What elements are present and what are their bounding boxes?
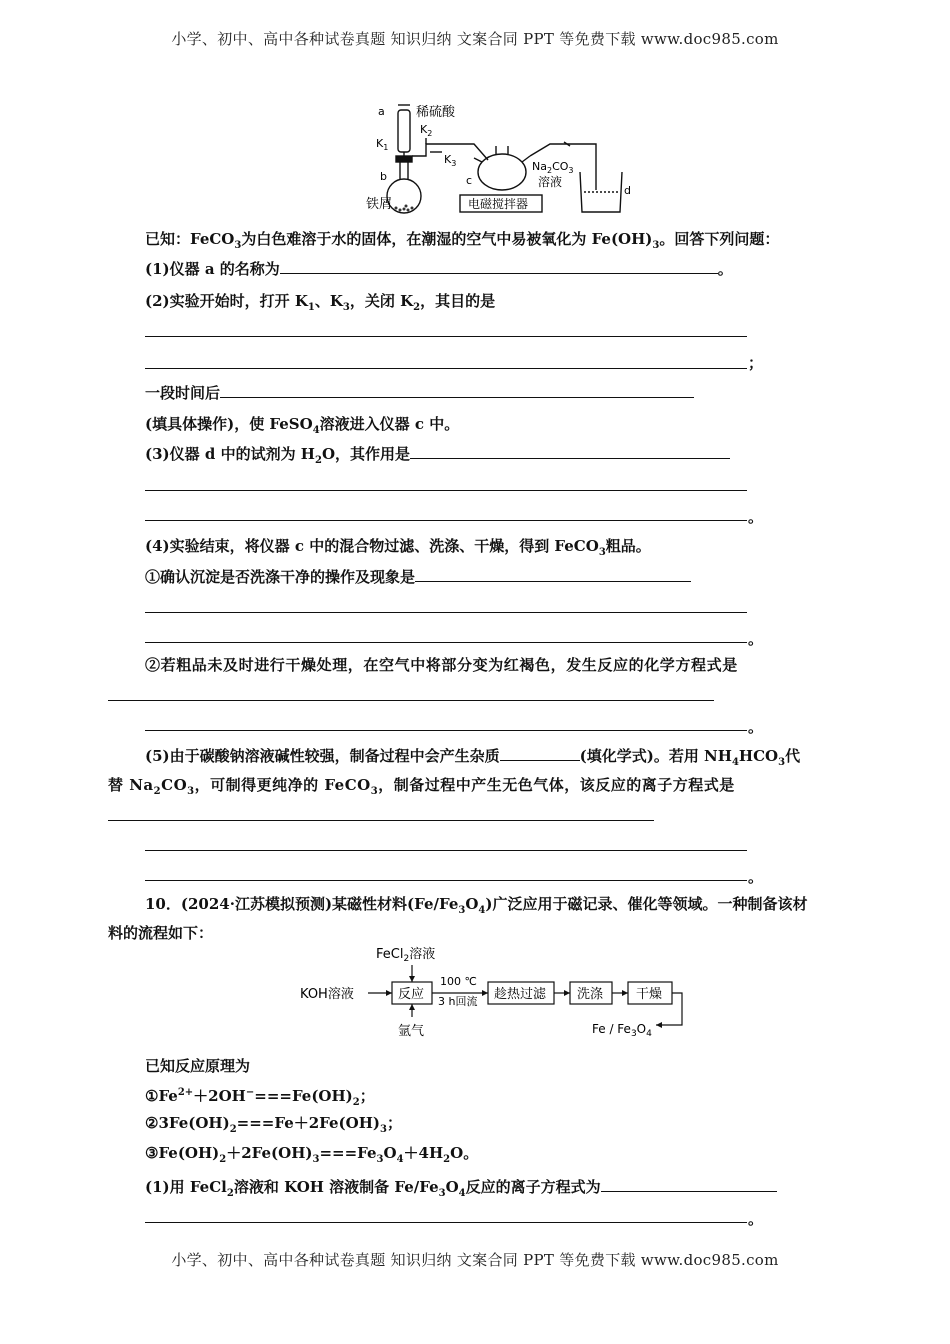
label-stirrer: 电磁搅拌器 [468,197,529,211]
flow-chart [300,945,700,1045]
q9-part5: (5)由于碳酸钠溶液碱性较强，制备过程中会产生杂质 (填化学式)。若用 $NH_4HCO_3$代 [145,747,801,768]
svg-text:FeCl2溶液: FeCl$_2$溶液 [376,947,436,964]
q9-part2-fill: (填具体操作)，使 FeSO$_4$溶液进入仪器 c 中。 [145,415,460,436]
svg-text:K3: $K_3$ [444,153,457,168]
q10-title-cont: 料的流程如下： [108,924,214,942]
label-a: a [378,105,385,118]
answer-line[interactable] [145,612,747,613]
flow-filter: 趁热过滤 [494,987,547,1002]
flow-react: 反应 [398,987,425,1002]
q9-part2: (2)实验开始时，打开 $K_1$、$K_3$，关闭 $K_2$，其目的是 [145,292,496,313]
q9-part4-2: ②若粗品未及时进行干燥处理，在空气中将部分变为红褐色，发生反应的化学方程式是 [145,656,738,674]
page-footer: 小学、初中、高中各种试卷真题 知识归纳 文案合同 PPT 等免费下载 www.doc985.com [171,1251,779,1269]
svg-text:Fe / Fe3O4: Fe / $Fe_3O_4$ [592,1022,652,1039]
flow-dry: 干燥 [636,987,663,1002]
q9-part2-later: 一段时间后 [145,382,694,403]
apparatus-diagram [366,100,650,218]
label-c: c [466,174,473,187]
period: 。 [748,1210,764,1228]
flow-temp: 100 ℃ [440,975,477,988]
answer-line[interactable] [145,336,747,337]
flow-koh: KOH溶液 [300,987,354,1002]
period: 。 [748,868,764,886]
answer-line[interactable] [145,1222,747,1223]
answer-line[interactable] [145,490,747,491]
flow-reflux: 3 h回流 [438,995,478,1008]
answer-line[interactable] [108,820,654,821]
flow-wash: 洗涤 [577,987,604,1002]
period: 。 [748,718,764,736]
q9-part5-cont: 替 $Na_2CO_3$，可制得更纯净的 FeCO$_3$，制备过程中产生无色气体，该反应的离子方程式是 [108,776,735,797]
semicolon: ； [748,354,764,372]
svg-text:K1: $K_1$ [376,137,389,152]
label-iron: 铁屑 [366,197,393,212]
q10-title: 10．(2024·江苏模拟预测)某磁性材料$(Fe/Fe_3O_4)$广泛应用于磁记录、催化等领域。一种制备该材 [145,895,808,916]
principle: 已知反应原理为 [145,1057,251,1075]
answer-line[interactable] [145,520,747,521]
label-solution: 溶液 [538,175,563,189]
answer-line[interactable] [145,880,747,881]
answer-line[interactable] [145,730,747,731]
reaction-1: $①Fe^{2+}+2OH^-===Fe(OH)_2$； [145,1087,375,1108]
answer-line[interactable] [108,700,714,701]
reaction-3: $③Fe(OH)_2+2Fe(OH)_3===Fe_3O_4+4H_2O$。 [145,1144,479,1165]
period: 。 [748,630,764,648]
known-info: 已知：FeCO$_3$为白色难溶于水的固体，在潮湿的空气中易被氧化为 $Fe(OH)_3$。回答下列问题： [145,230,780,251]
answer-line[interactable] [145,850,747,851]
answer-line[interactable] [145,642,747,643]
q9-part1: (1)仪器 a 的名称为 。 [145,260,733,278]
q9-part3: (3)仪器 d 中的试剂为 $H_2O$，其作用是 [145,443,730,466]
svg-text:K2: $K_2$ [420,123,433,138]
reaction-2: $②3Fe(OH)_2===Fe+2Fe(OH)_3$； [145,1114,402,1135]
q10-part1: (1)用 FeCl$_2$溶液和 KOH 溶液制备 $Fe/Fe_3O_4$反应的离子方程式为 [145,1176,777,1199]
label-b: b [380,170,387,183]
q9-part4: (4)实验结束，将仪器 c 中的混合物过滤、洗涤、干燥，得到 FeCO$_3$粗品。 [145,537,651,558]
page-header: 小学、初中、高中各种试卷真题 知识归纳 文案合同 PPT 等免费下载 www.doc985.com [171,30,779,48]
label-dilute-acid: 稀硫酸 [416,105,456,120]
period: 。 [748,508,764,526]
answer-line[interactable] [145,368,747,369]
label-d: d [624,184,631,197]
svg-text:Na2CO3: $Na_2CO_3$ [532,160,574,175]
q9-part4-1: ①确认沉淀是否洗涤干净的操作及现象是 [145,566,691,587]
flow-argon: 氩气 [398,1024,425,1039]
